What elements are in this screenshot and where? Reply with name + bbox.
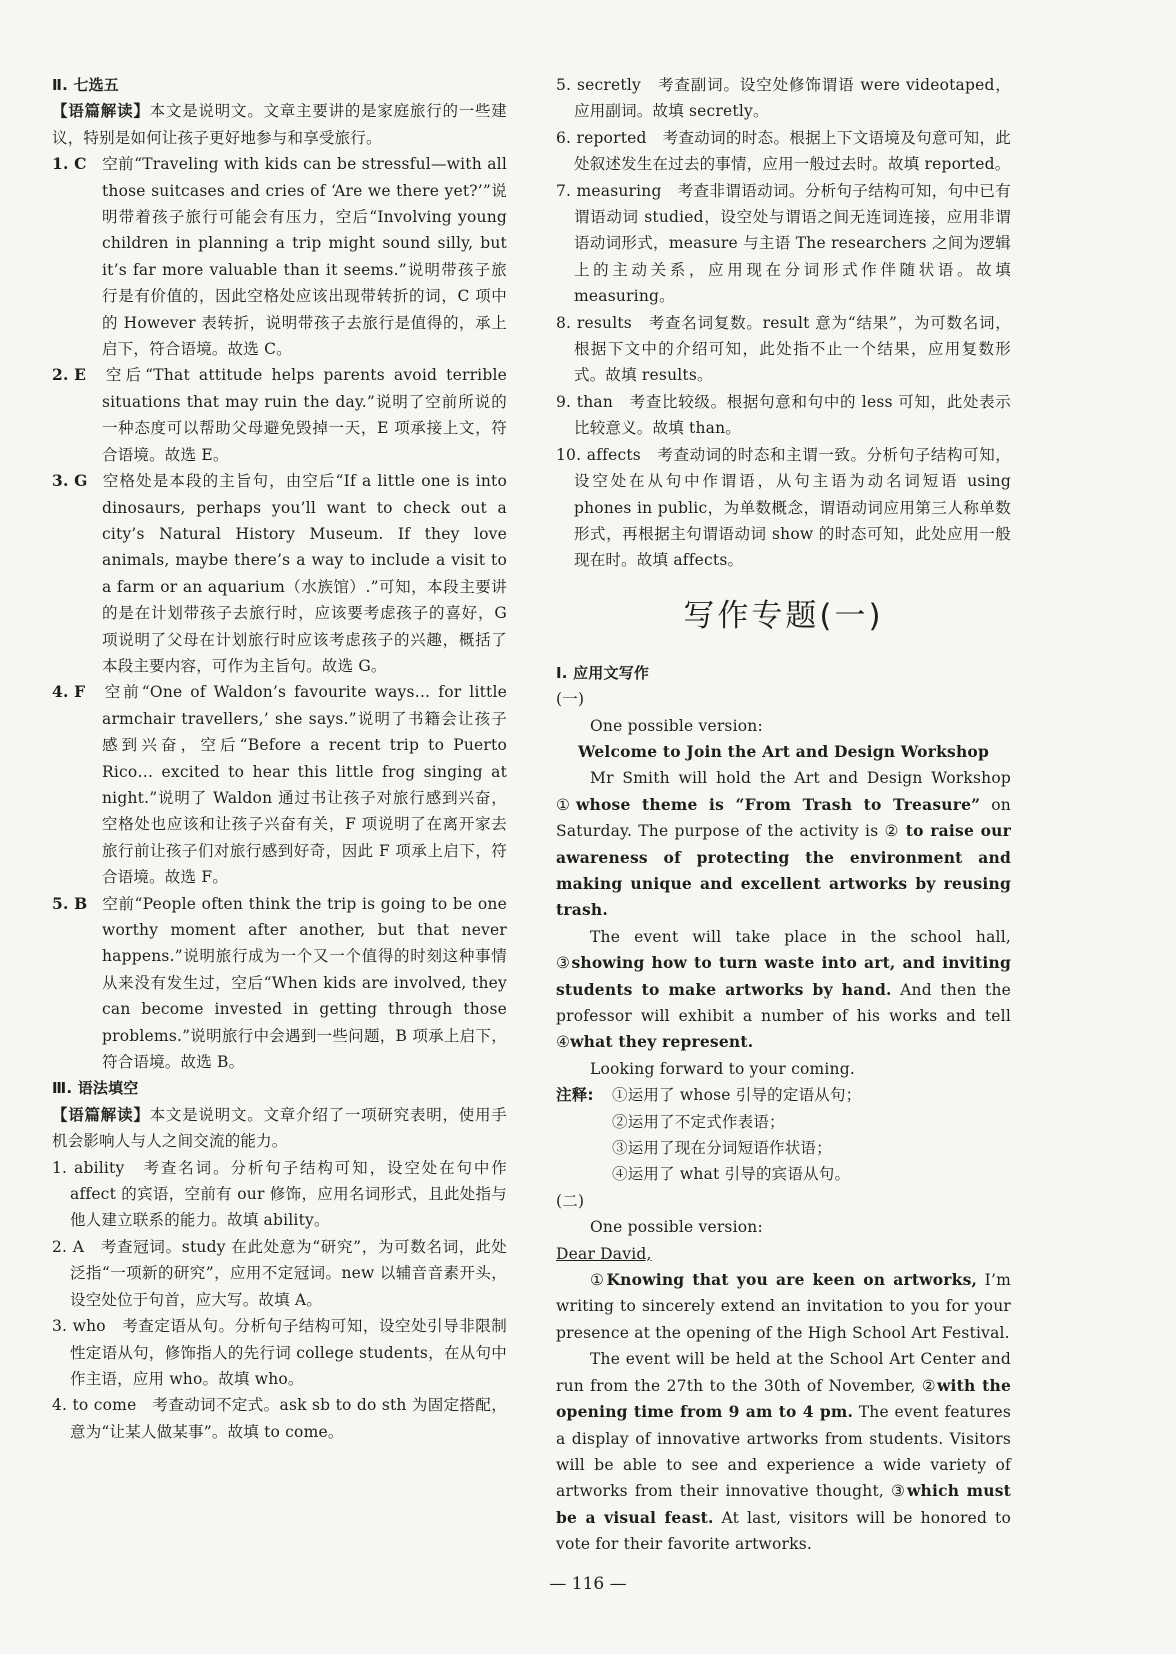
text-segment: 2. A 考查冠词。study 在此处意为“研究”，为可数名词，此处泛指“一项新的研究”，应用不定冠词。new 以辅音音素开头，设空处位于句首，应大写。故填 A。 <box>52 1237 507 1309</box>
page-number: — 116 — <box>549 1574 627 1594</box>
answer-item <box>556 125 1011 178</box>
text-segment: One possible version: <box>590 716 763 735</box>
answer-item <box>556 72 1011 125</box>
text-segment: 空后“That attitude helps parents avoid terrible situations that may ruin the day.”说明了空前所说的一种态度可以帮助父母避免毁掉一天，E 项承接上文，符合语境。故选 E。 <box>102 366 507 464</box>
answer-item <box>556 178 1011 310</box>
note-item <box>556 1082 1011 1108</box>
answer-item <box>556 442 1011 574</box>
answer-item <box>52 468 507 679</box>
paragraph <box>556 1346 1011 1557</box>
text-segment: 6. reported 考查动词的时态。根据上下文语境及句意可知，此处叙述发生在过去的事情，应用一般过去时。故填 reported。 <box>556 128 1011 174</box>
answer-item <box>52 1313 507 1392</box>
bold-text: whose theme is “From Trash to Treasure” <box>575 794 981 814</box>
paragraph <box>556 713 1011 739</box>
text-segment: 5. secretly 考查副词。设空处修饰谓语 were videotaped，应用副词。故填 secretly。 <box>556 76 1011 121</box>
item-number: 注释: <box>556 1086 594 1105</box>
answer-item <box>52 679 507 890</box>
text-segment: ③运用了现在分词短语作状语； <box>612 1139 832 1158</box>
text-segment: 空前“One of Waldon’s favourite ways… for little armchair travellers,’ she says.”说明了书籍会让孩子感到兴奋，空后“Before a recent trip to Puerto Rico… excited to hear this little frog singing at night.”说明了 Waldon 通过书让孩子对旅行感到兴奋，空格处也应该和让孩子兴奋有关，F 项说明了在离开家去旅行前让孩子们对旅行感到好奇，因此 F 项承上启下，符合语境。故选 F。 <box>102 683 507 887</box>
text-segment: 8. results 考查名词复数。result 意为“结果”，为可数名词，根据下文中的介绍可知，此处指不止一个结果，应用复数形式。故填 results。 <box>556 313 1011 385</box>
text-segment: 7. measuring 考查非谓语动词。分析句子结构可知，句中已有谓语动词 studied，设空处与谓语之间无连词连接，应用非谓语动词形式，measure 与主语 The researchers 之间为逻辑上的主动关系，应用现在分词形式作伴随状语。故填 measuring。 <box>556 181 1011 306</box>
answer-item <box>52 1234 507 1313</box>
paragraph <box>556 1241 1011 1267</box>
right-column <box>556 72 1011 1558</box>
text-segment: Welcome to Join the Art and Design Workshop <box>577 741 989 761</box>
text-segment: 本文是说明文。文章主要讲的是家庭旅行的一些建议，特别是如何让孩子更好地参与和享受旅行。 <box>52 102 507 147</box>
section-heading <box>52 1075 507 1101</box>
answer-item <box>52 362 507 468</box>
item-number: 5. B <box>52 893 88 913</box>
answer-item <box>556 389 1011 442</box>
paragraph <box>52 1102 507 1155</box>
section-heading <box>52 72 507 98</box>
text-segment: (一) <box>556 690 585 709</box>
text-segment: And then the professor will exhibit a number of his works and tell ④ <box>556 980 1011 1052</box>
paragraph <box>556 1188 1011 1214</box>
bold-text: which must be a visual feast. <box>556 1481 1011 1527</box>
text-segment: ④运用了 what 引导的宾语从句。 <box>612 1165 851 1184</box>
item-number: 1. C <box>52 154 87 174</box>
note-item <box>556 1161 1011 1187</box>
answer-item <box>52 151 507 362</box>
text-segment: 4. to come 考查动词不定式。ask sb to do sth 为固定搭配，意为“让某人做某事”。故填 to come。 <box>52 1396 507 1441</box>
text-segment: Ⅲ. 语法填空 <box>52 1079 139 1098</box>
text-segment: 10. affects 考查动词的时态和主谓一致。分析句子结构可知，设空处在从句中作谓语，从句主语为动名词短语 using phones in public，为单数概念，谓语动词应用第三人称单数形式，再根据主句谓语动词 show 的时态可知，此处应用一般现在时。故填 affects。 <box>556 445 1011 570</box>
bold-text: 【语篇解读】 <box>52 101 150 121</box>
text-segment: 1. ability 考查名词。分析句子结构可知，设空处在句中作 affect 的宾语，空前有 our 修饰，应用名词形式，且此处指与他人建立联系的能力。故填 ability。 <box>52 1158 507 1230</box>
paragraph <box>556 1214 1011 1240</box>
text-segment: ① <box>590 1271 607 1290</box>
left-column <box>52 72 507 1445</box>
text-segment: 空格处是本段的主旨句，由空后“If a little one is into dinosaurs, perhaps you’ll want to check out a city’s Natural History Museum. If they love animals, maybe there’s a way to include a visit to a farm or an aquarium（水族馆）.”可知，本段主要讲的是在计划带孩子去旅行时，应该要考虑孩子的喜好，G 项说明了父母在计划旅行时应该考虑孩子的兴趣，概括了本段主要内容，可作为主旨句。故选 G。 <box>102 472 507 675</box>
bold-text: showing how to turn waste into art, and inviting students to make artworks by hand. <box>556 953 1011 999</box>
text-segment: on Saturday. The purpose of the activity is ② <box>556 795 1011 841</box>
paragraph <box>556 686 1011 712</box>
paragraph <box>556 739 1011 765</box>
text-segment: Dear David, <box>556 1244 652 1263</box>
text-segment: Ⅱ. 七选五 <box>52 76 120 94</box>
answer-item <box>52 1392 507 1445</box>
text-segment: I’m writing to sincerely extend an invitation to you for your presence at the opening of the High School Art Festival. <box>556 1271 1011 1342</box>
text-segment: Mr Smith will hold the Art and Design Workshop ① <box>556 769 1011 814</box>
paragraph <box>556 1267 1011 1346</box>
item-number: 2. E <box>52 365 87 385</box>
paragraph <box>52 98 507 151</box>
text-segment: 9. than 考查比较级。根据句意和句中的 less 可知，此处表示比较意义。故填 than。 <box>556 392 1011 438</box>
text-segment: ②运用了不定式作表语； <box>612 1112 785 1131</box>
bold-text: Knowing that you are keen on artworks, <box>606 1270 978 1290</box>
answer-item <box>52 1155 507 1234</box>
text-segment: 写作专题(一) <box>683 597 884 634</box>
text-segment: 空前“Traveling with kids can be stressful—with all those suitcases and cries of ‘Are we there yet?’”说明带着孩子旅行可能会有压力，空后“Involving young children in planning a trip might sound silly, but it’s far more valuable than it seems.”说明带孩子旅行是有价值的，因此空格处应该出现带转折的词，C 项中的 However 表转折，说明带孩子去旅行是值得的，承上启下，符合语境。故选 C。 <box>102 155 507 359</box>
item-number: 4. F <box>52 682 86 702</box>
text-segment: ①运用了 whose 引导的定语从句； <box>612 1086 862 1105</box>
answer-item <box>556 310 1011 389</box>
bold-text: to raise our awareness of protecting the environment and making unique and excellent artworks by reusing trash. <box>556 821 1012 920</box>
text-segment: Looking forward to your coming. <box>590 1059 855 1078</box>
answer-item <box>52 891 507 1076</box>
text-segment: 本文是说明文。文章介绍了一项研究表明，使用手机会影响人与人之间交流的能力。 <box>52 1105 507 1151</box>
note-item <box>556 1109 1011 1135</box>
text-segment: The event features a display of innovative artworks from students. Visitors will be able to see and experience a wide variety of artworks from their innovative thought, ③ <box>556 1403 1011 1501</box>
text-segment: At last, visitors will be honored to vote for their favorite artworks. <box>556 1508 1011 1554</box>
paragraph <box>556 1056 1011 1082</box>
item-number: 3. G <box>52 471 88 491</box>
page-title <box>556 594 1011 638</box>
bold-text: what they represent. <box>570 1032 754 1052</box>
bold-text: 【语篇解读】 <box>52 1104 150 1124</box>
text-segment: 3. who 考查定语从句。分析句子结构可知，设空处引导非限制性定语从句，修饰指人的先行词 college students，在从句中作主语，应用 who。故填 who。 <box>52 1317 507 1388</box>
text-segment: (二) <box>556 1191 585 1210</box>
text-segment: One possible version: <box>590 1218 763 1237</box>
text-segment: 空前“People often think the trip is going to be one worthy moment after another, but that never happens.”说明旅行成为一个又一个值得的时刻这种事情从来没有发生过，空后“When kids are involved, they can become invested in getting through those problems.”说明旅行中会遇到一些问题，B 项承上启下，符合语境。故选 B。 <box>102 894 507 1072</box>
section-heading <box>556 660 1011 686</box>
paragraph <box>556 924 1011 1056</box>
bold-text: with the opening time from 9 am to 4 pm. <box>556 1375 1012 1422</box>
note-item <box>556 1135 1011 1161</box>
text-segment: The event will take place in the school hall, ③ <box>556 927 1011 973</box>
text-segment: Ⅰ. 应用文写作 <box>556 663 650 682</box>
paragraph <box>556 765 1011 923</box>
text-segment: The event will be held at the School Art Center and run from the 27th to the 30th of November, ② <box>556 1350 1011 1395</box>
